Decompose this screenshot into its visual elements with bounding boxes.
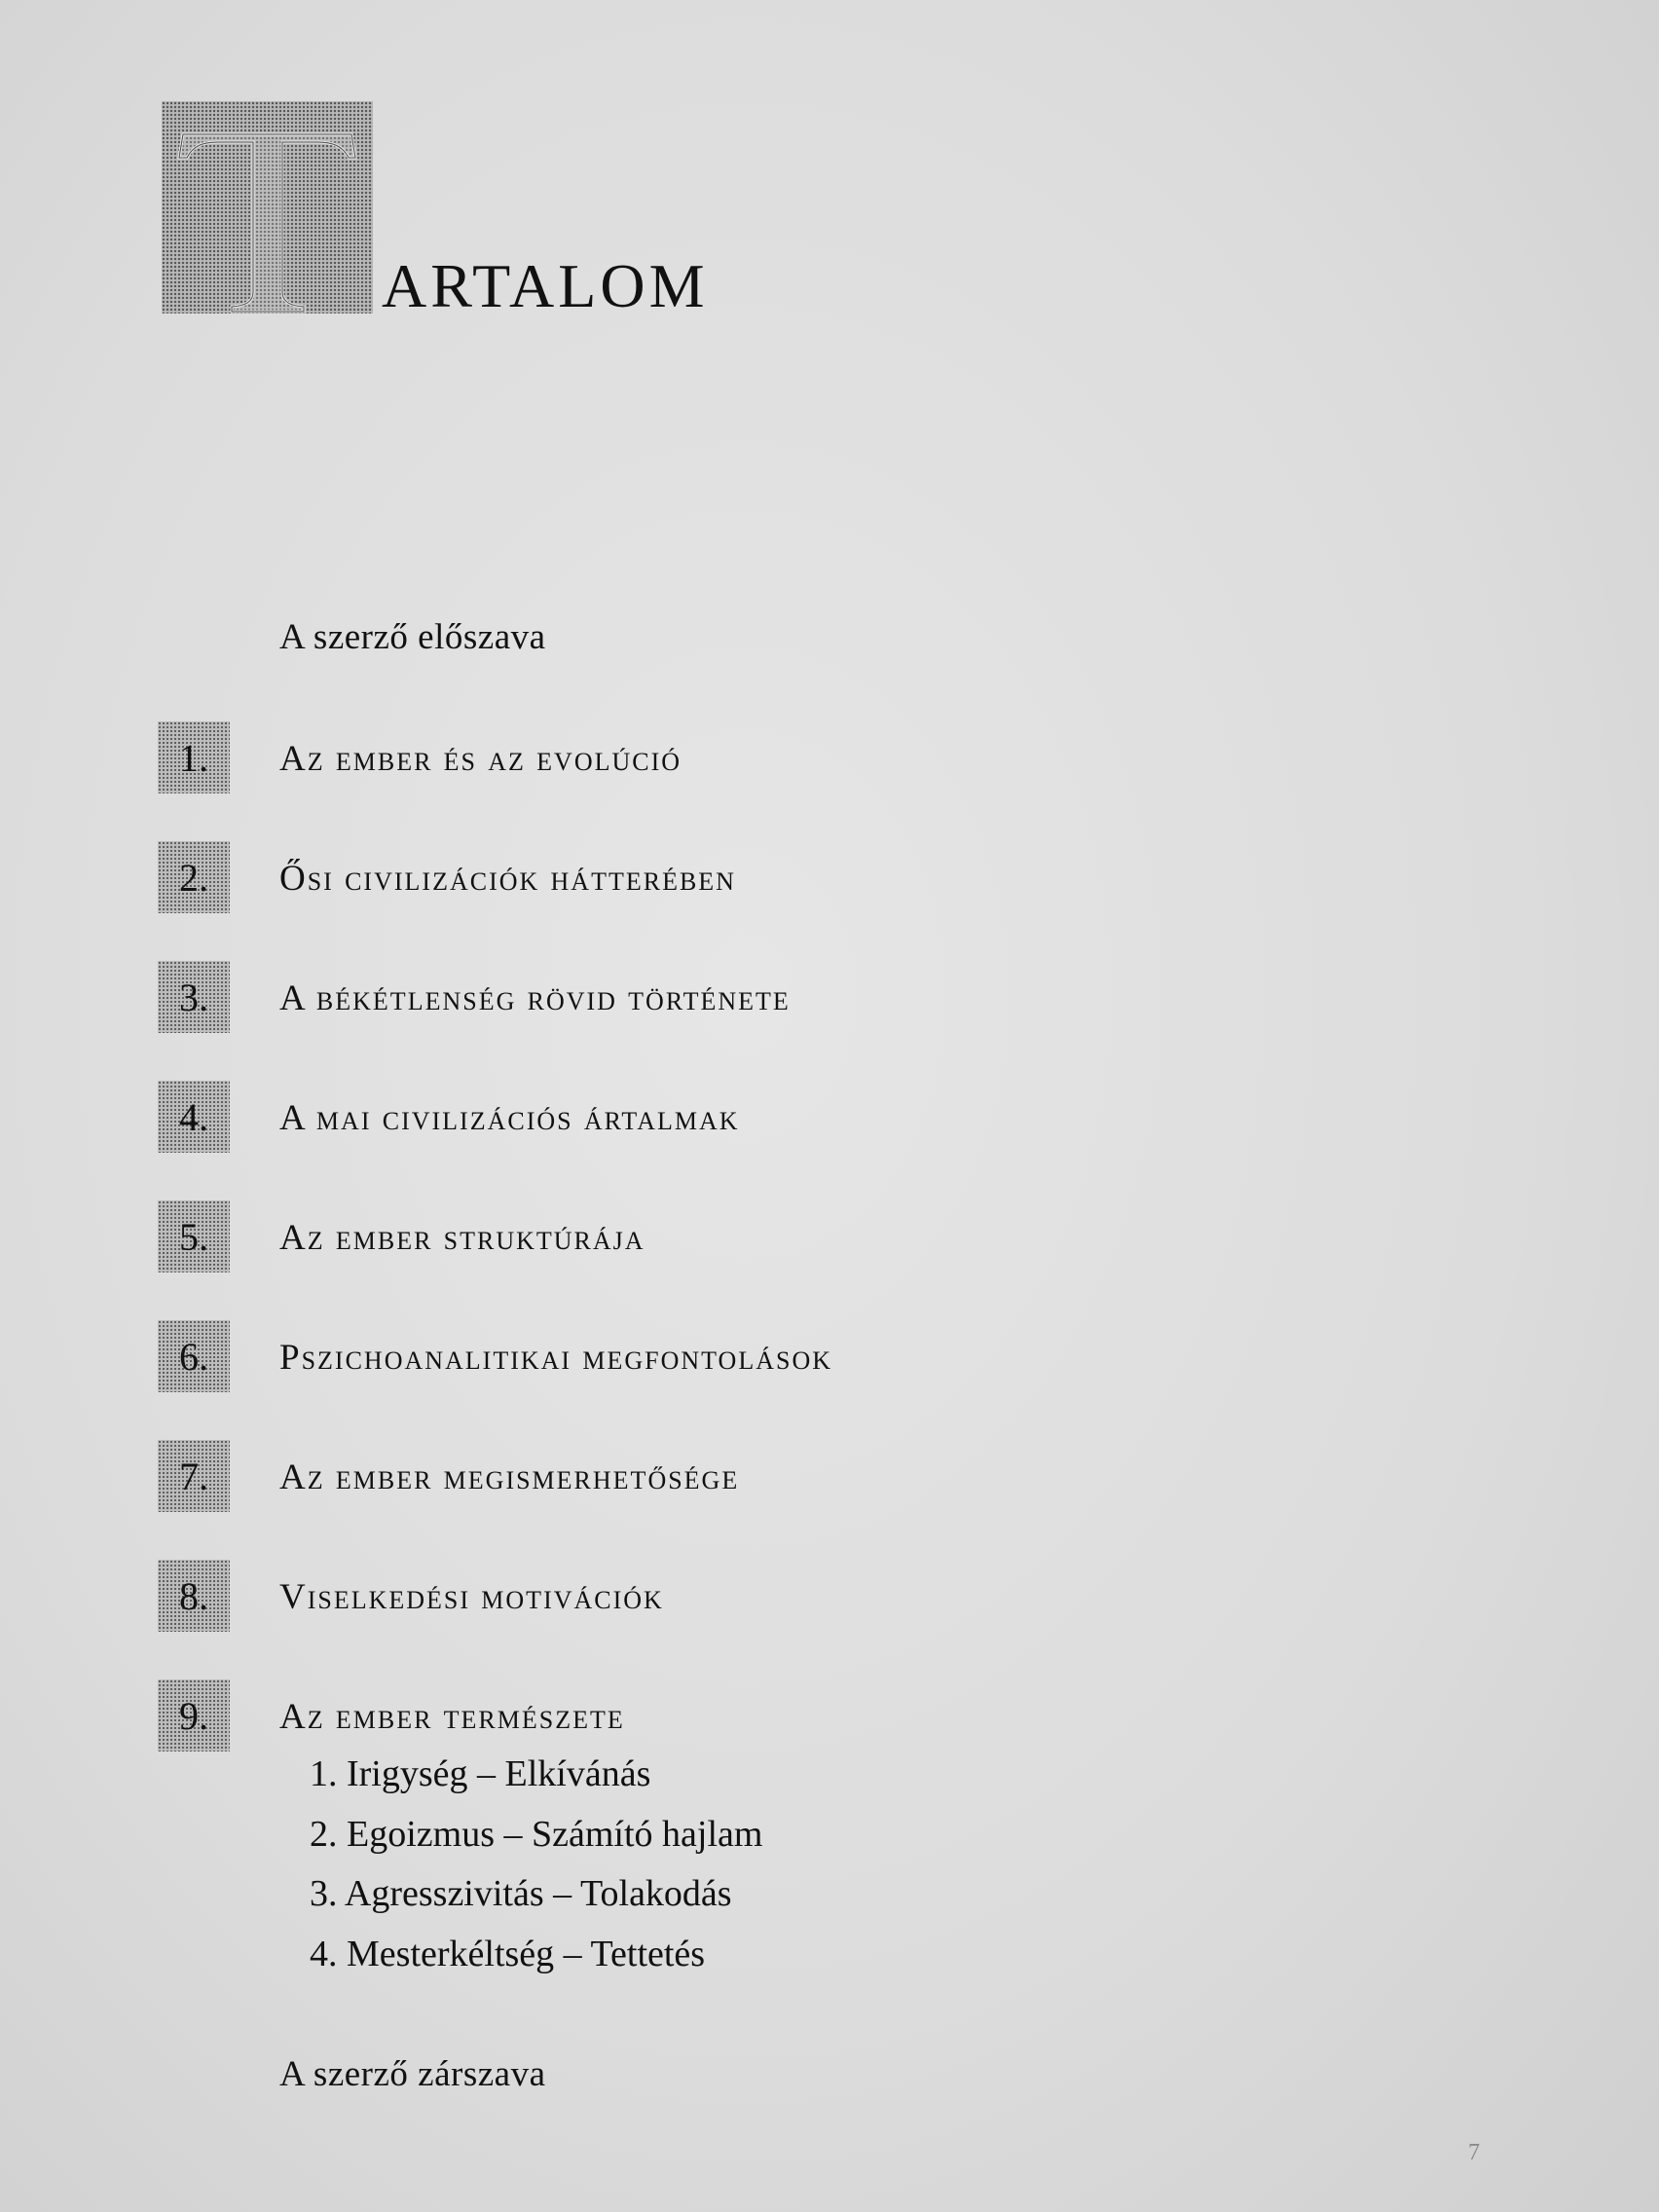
chapter-title[interactable]: Pszichoanalitikai megfontolások (279, 1338, 832, 1378)
chapter-title[interactable]: A békétlenség rövid története (279, 978, 791, 1018)
chapter-number: 4. (179, 1095, 208, 1139)
subsection-item[interactable]: 1. Irigység – Elkívánás (310, 1753, 651, 1794)
chapter-title[interactable]: Az ember természete (279, 1697, 625, 1737)
chapter-number-box (158, 1560, 230, 1632)
chapter-number-box (158, 721, 230, 793)
chapter-number-box (158, 1081, 230, 1153)
page-number: 7 (1468, 2140, 1480, 2165)
chapter-title[interactable]: A mai civilizációs ártalmak (279, 1098, 740, 1138)
page-title: ARTALOM (382, 251, 709, 320)
chapter-title[interactable]: Viselkedési motivációk (279, 1577, 664, 1617)
subsection-item[interactable]: 2. Egoizmus – Számító hajlam (310, 1814, 763, 1855)
chapter-number-box (158, 1440, 230, 1512)
chapter-number-box (158, 1320, 230, 1392)
chapter-number-box (158, 1200, 230, 1272)
subsection-item[interactable]: 3. Agresszivitás – Tolakodás (310, 1873, 732, 1914)
chapter-title[interactable]: Az ember struktúrája (279, 1218, 645, 1258)
chapter-title[interactable]: Az ember és az evolúció (279, 739, 682, 779)
chapter-number-box (158, 841, 230, 913)
chapter-number: 2. (179, 856, 208, 900)
chapter-number: 7. (179, 1455, 208, 1498)
chapter-title[interactable]: Az ember megismerhetősége (279, 1457, 740, 1497)
chapter-number: 3. (179, 976, 208, 1019)
chapter-number: 9. (179, 1694, 208, 1738)
chapter-number: 8. (179, 1574, 208, 1618)
preface-entry[interactable]: A szerző előszava (279, 617, 546, 657)
chapter-number: 1. (179, 736, 208, 780)
chapter-number-box (158, 1679, 230, 1751)
chapter-number-box (158, 961, 230, 1033)
chapter-number: 6. (179, 1335, 208, 1379)
chapter-number: 5. (179, 1215, 208, 1259)
subsection-item[interactable]: 4. Mesterkéltség – Tettetés (310, 1934, 706, 1974)
chapter-title[interactable]: Ősi civilizációk hátterében (279, 859, 736, 899)
afterword-entry[interactable]: A szerző zárszava (279, 2054, 546, 2094)
